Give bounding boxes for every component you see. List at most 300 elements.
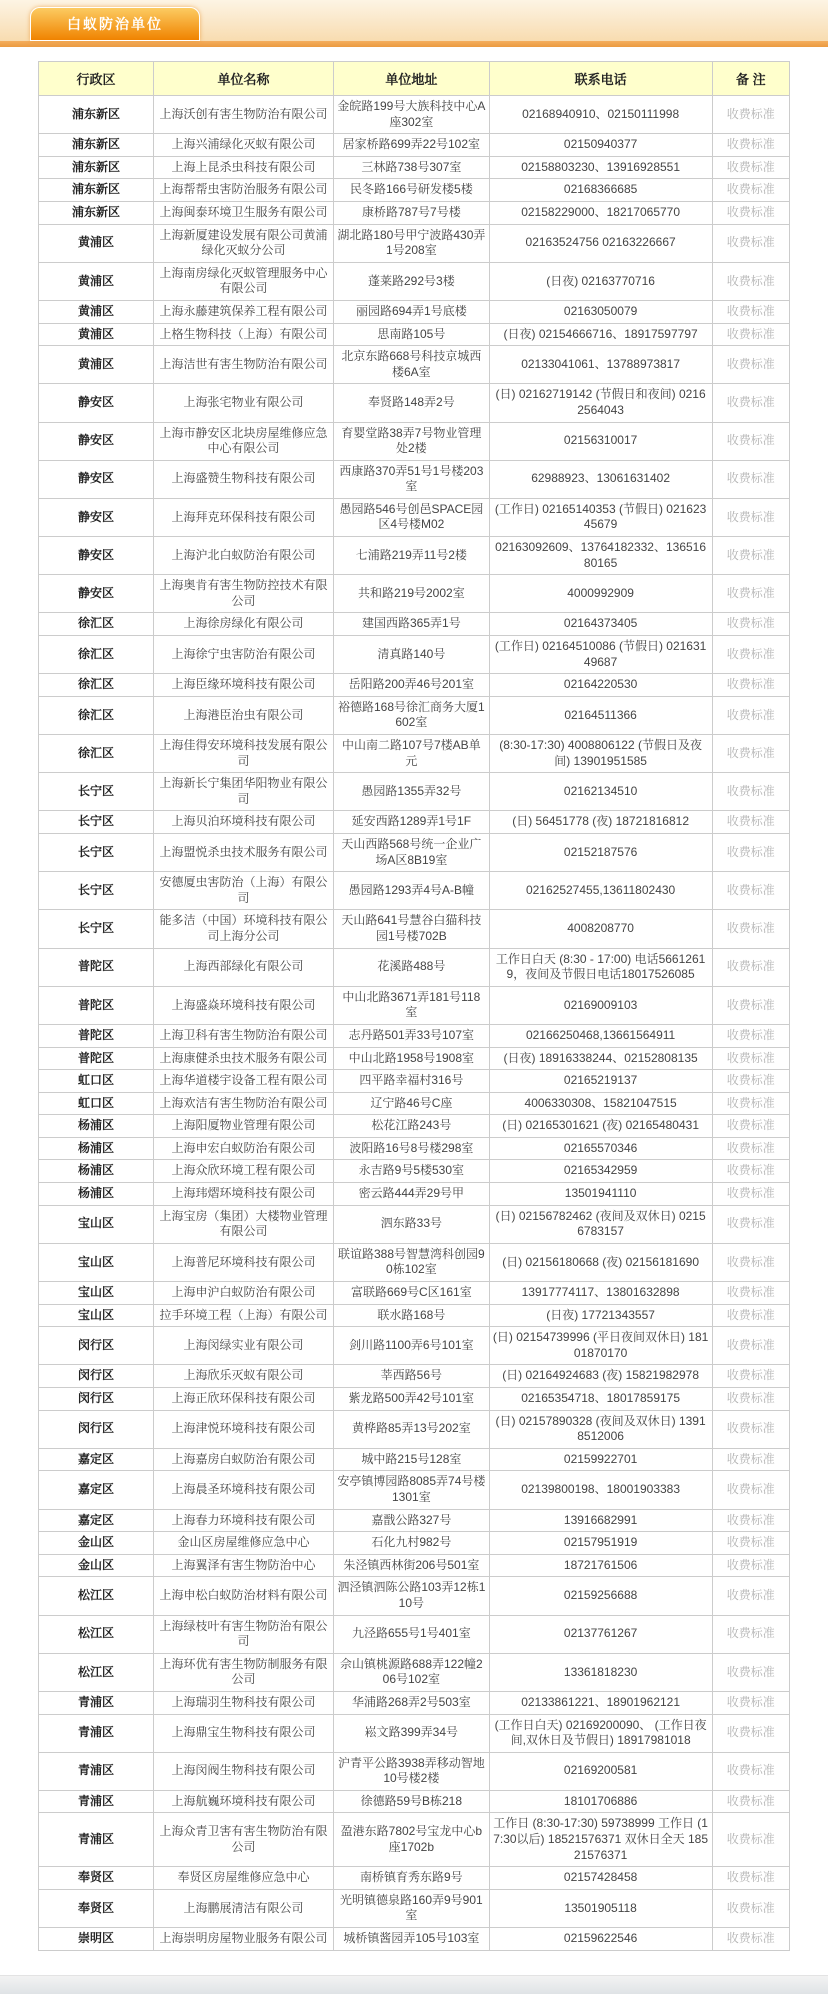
fee-standard-link[interactable]: 收费标准 xyxy=(726,1140,775,1155)
note-cell xyxy=(712,1471,789,1509)
table-row xyxy=(39,1388,790,1411)
main-content xyxy=(0,47,828,1975)
unit-address-cell: 崧文路399弄34号 xyxy=(334,1714,489,1752)
fee-standard-link[interactable]: 收费标准 xyxy=(726,547,775,562)
note-cell xyxy=(712,1928,789,1951)
unit-address-cell: 天山西路568号统一企业广场A区8B19室 xyxy=(334,833,489,871)
phone-cell: 工作日 (8:30-17:30) 59738999 工作日 (17:30以后) 18521576371 双休日全天 18521576371 xyxy=(489,1813,712,1867)
phone-cell: 02165570346 xyxy=(489,1137,712,1160)
district-cell: 杨浦区 xyxy=(39,1115,154,1138)
unit-name-cell: 奉贤区房屋维修应急中心 xyxy=(153,1867,333,1890)
note-cell xyxy=(712,1024,789,1047)
fee-standard-link[interactable]: 收费标准 xyxy=(726,1482,775,1497)
unit-name-cell: 上海佳得安环境科技发展有限公司 xyxy=(153,735,333,773)
fee-standard-link[interactable]: 收费标准 xyxy=(726,745,775,760)
unit-address-cell: 民冬路166号研发楼5楼 xyxy=(334,179,489,202)
note-cell xyxy=(712,346,789,384)
note-cell xyxy=(712,1410,789,1448)
fee-standard-link[interactable]: 收费标准 xyxy=(726,646,775,661)
unit-name-cell: 上海晨圣环境科技有限公司 xyxy=(153,1471,333,1509)
fee-standard-link[interactable]: 收费标准 xyxy=(726,433,775,448)
fee-standard-link[interactable]: 收费标准 xyxy=(726,1763,775,1778)
unit-address-cell: 九泾路655号1号401室 xyxy=(334,1615,489,1653)
unit-address-cell: 四平路幸福村316号 xyxy=(334,1070,489,1093)
note-cell xyxy=(712,1448,789,1471)
fee-standard-link[interactable]: 收费标准 xyxy=(726,586,775,601)
unit-address-cell: 南桥镇育秀东路9号 xyxy=(334,1867,489,1890)
fee-standard-link[interactable]: 收费标准 xyxy=(726,1900,775,1915)
unit-name-cell: 上海玮熠环境科技有限公司 xyxy=(153,1183,333,1206)
unit-name-cell: 上海欢洁有害生物防治有限公司 xyxy=(153,1092,333,1115)
unit-address-cell: 金皖路199号大族科技中心A座302室 xyxy=(334,96,489,134)
unit-name-cell: 上海鹏展清洁有限公司 xyxy=(153,1889,333,1927)
unit-address-cell: 延安西路1289弄1号1F xyxy=(334,811,489,834)
unit-name-cell: 上海永藤建筑保养工程有限公司 xyxy=(153,300,333,323)
table-row xyxy=(39,1448,790,1471)
fee-standard-link[interactable]: 收费标准 xyxy=(726,1421,775,1436)
fee-standard-link[interactable]: 收费标准 xyxy=(726,1725,775,1740)
fee-standard-link[interactable]: 收费标准 xyxy=(726,273,775,288)
unit-name-cell: 上海徐房绿化有限公司 xyxy=(153,613,333,636)
fee-standard-link[interactable]: 收费标准 xyxy=(726,1027,775,1042)
note-cell xyxy=(712,1813,789,1867)
fee-standard-link[interactable]: 收费标准 xyxy=(726,303,775,318)
district-cell: 浦东新区 xyxy=(39,96,154,134)
note-cell xyxy=(712,1115,789,1138)
fee-standard-link[interactable]: 收费标准 xyxy=(726,1588,775,1603)
note-cell xyxy=(712,1867,789,1890)
table-row xyxy=(39,323,790,346)
unit-name-cell: 上海闽泰环境卫生服务有限公司 xyxy=(153,201,333,224)
fee-standard-link[interactable]: 收费标准 xyxy=(726,1664,775,1679)
table-row xyxy=(39,696,790,734)
table-row xyxy=(39,1691,790,1714)
district-cell: 徐汇区 xyxy=(39,636,154,674)
table-row xyxy=(39,1410,790,1448)
unit-address-cell: 中山南二路107号7楼AB单元 xyxy=(334,735,489,773)
unit-name-cell: 能多洁（中国）环境科技有限公司上海分公司 xyxy=(153,910,333,948)
note-cell xyxy=(712,1388,789,1411)
district-cell: 青浦区 xyxy=(39,1714,154,1752)
units-table-body xyxy=(39,96,790,1951)
unit-name-cell: 安德厦虫害防治（上海）有限公司 xyxy=(153,872,333,910)
unit-name-cell: 上海闵阀生物科技有限公司 xyxy=(153,1752,333,1790)
table-row xyxy=(39,1752,790,1790)
table-row xyxy=(39,156,790,179)
district-cell: 奉贤区 xyxy=(39,1867,154,1890)
district-cell: 普陀区 xyxy=(39,948,154,986)
fee-standard-link[interactable]: 收费标准 xyxy=(726,921,775,936)
unit-name-cell: 上海盛焱环境科技有限公司 xyxy=(153,986,333,1024)
table-row xyxy=(39,262,790,300)
district-cell: 长宁区 xyxy=(39,773,154,811)
unit-name-cell: 上海崇明房屋物业服务有限公司 xyxy=(153,1928,333,1951)
district-cell: 杨浦区 xyxy=(39,1160,154,1183)
note-cell xyxy=(712,1691,789,1714)
note-cell xyxy=(712,811,789,834)
unit-name-cell: 上海闵绿实业有限公司 xyxy=(153,1327,333,1365)
unit-name-cell: 上海市静安区北块房屋维修应急中心有限公司 xyxy=(153,422,333,460)
unit-name-cell: 上海拜克环保科技有限公司 xyxy=(153,498,333,536)
fee-standard-link[interactable]: 收费标准 xyxy=(726,1557,775,1572)
phone-cell: 02168366685 xyxy=(489,179,712,202)
table-row xyxy=(39,346,790,384)
unit-address-cell: 愚园路546号创邑SPACE园区4号楼M02 xyxy=(334,498,489,536)
table-row xyxy=(39,1205,790,1243)
fee-standard-link[interactable]: 收费标准 xyxy=(726,882,775,897)
district-cell: 虹口区 xyxy=(39,1070,154,1093)
phone-cell: (日) 56451778 (夜) 18721816812 xyxy=(489,811,712,834)
fee-standard-link[interactable]: 收费标准 xyxy=(726,1307,775,1322)
note-cell xyxy=(712,613,789,636)
district-cell: 浦东新区 xyxy=(39,134,154,157)
fee-standard-link[interactable]: 收费标准 xyxy=(726,959,775,974)
fee-standard-link[interactable]: 收费标准 xyxy=(726,182,775,197)
fee-standard-link[interactable]: 收费标准 xyxy=(726,1391,775,1405)
phone-cell: 工作日白天 (8:30 - 17:00) 电话56612619，夜间及节假日电话18017526085 xyxy=(489,948,712,986)
district-cell: 青浦区 xyxy=(39,1691,154,1714)
phone-cell: (工作日白天) 02169200090、 (工作日夜间,双休日及节假日) 18917981018 xyxy=(489,1714,712,1752)
table-row xyxy=(39,1365,790,1388)
table-row xyxy=(39,201,790,224)
unit-address-cell: 紫龙路500弄42号101室 xyxy=(334,1388,489,1411)
unit-name-cell: 上海申松白蚁防治材料有限公司 xyxy=(153,1577,333,1615)
fee-standard-link[interactable]: 收费标准 xyxy=(726,356,775,371)
table-row xyxy=(39,833,790,871)
unit-address-cell: 花溪路488号 xyxy=(334,948,489,986)
district-cell: 宝山区 xyxy=(39,1282,154,1305)
district-cell: 金山区 xyxy=(39,1532,154,1555)
fee-standard-link[interactable]: 收费标准 xyxy=(726,326,775,341)
unit-address-cell: 康桥路787号7号楼 xyxy=(334,201,489,224)
phone-cell: (日) 02164924683 (夜) 15821982978 xyxy=(489,1365,712,1388)
unit-name-cell: 上海康健杀虫技术服务有限公司 xyxy=(153,1047,333,1070)
fee-standard-link[interactable]: 收费标准 xyxy=(726,159,775,174)
fee-standard-link[interactable]: 收费标准 xyxy=(726,1512,775,1527)
unit-name-cell: 上海华道楼宇设备工程有限公司 xyxy=(153,1070,333,1093)
unit-name-cell: 上海嘉房白蚁防治有限公司 xyxy=(153,1448,333,1471)
unit-name-cell: 上海洁世有害生物防治有限公司 xyxy=(153,346,333,384)
table-row xyxy=(39,1092,790,1115)
district-cell: 静安区 xyxy=(39,537,154,575)
column-header-unit-name: 单位名称 xyxy=(153,62,333,96)
table-row xyxy=(39,986,790,1024)
fee-standard-link[interactable]: 收费标准 xyxy=(726,395,775,410)
district-cell: 杨浦区 xyxy=(39,1137,154,1160)
unit-address-cell: 石化九村982号 xyxy=(334,1532,489,1555)
unit-name-cell: 上海众青卫害有害生物防治有限公司 xyxy=(153,1813,333,1867)
phone-cell: 02164373405 xyxy=(489,613,712,636)
unit-name-cell: 上海臣缘环境科技有限公司 xyxy=(153,674,333,697)
table-row xyxy=(39,1304,790,1327)
table-row xyxy=(39,422,790,460)
unit-address-cell: 联谊路388号智慧湾科创园90栋102室 xyxy=(334,1243,489,1281)
unit-name-cell: 上海奥肯有害生物防控技术有限公司 xyxy=(153,575,333,613)
table-row xyxy=(39,1867,790,1890)
table-row xyxy=(39,460,790,498)
tab-termite-control-units[interactable] xyxy=(30,7,200,41)
note-cell xyxy=(712,1047,789,1070)
note-cell xyxy=(712,96,789,134)
table-row xyxy=(39,1115,790,1138)
fee-standard-link[interactable]: 收费标准 xyxy=(726,997,775,1012)
unit-name-cell: 金山区房屋维修应急中心 xyxy=(153,1532,333,1555)
phone-cell: 02168940910、02150111998 xyxy=(489,96,712,134)
fee-standard-link[interactable]: 收费标准 xyxy=(726,1832,775,1847)
unit-address-cell: 嘉戬公路327号 xyxy=(334,1509,489,1532)
phone-cell: (日) 02165301621 (夜) 02165480431 xyxy=(489,1115,712,1138)
table-row xyxy=(39,1813,790,1867)
phone-cell: 02156310017 xyxy=(489,422,712,460)
table-row xyxy=(39,1282,790,1305)
unit-address-cell: 育婴堂路38弄7号物业管理处2楼 xyxy=(334,422,489,460)
table-row xyxy=(39,498,790,536)
unit-address-cell: 建国西路365弄1号 xyxy=(334,613,489,636)
phone-cell: 13501905118 xyxy=(489,1889,712,1927)
note-cell xyxy=(712,1889,789,1927)
unit-name-cell: 拉手环境工程（上海）有限公司 xyxy=(153,1304,333,1327)
unit-address-cell: 沪青平公路3938弄移动智地10号楼2楼 xyxy=(334,1752,489,1790)
note-cell xyxy=(712,833,789,871)
district-cell: 奉贤区 xyxy=(39,1889,154,1927)
unit-address-cell: 北京东路668号科技京城西楼6A室 xyxy=(334,346,489,384)
unit-address-cell: 岳阳路200弄46号201室 xyxy=(334,674,489,697)
district-cell: 虹口区 xyxy=(39,1092,154,1115)
district-cell: 嘉定区 xyxy=(39,1509,154,1532)
fee-standard-link[interactable]: 收费标准 xyxy=(726,1254,775,1269)
district-cell: 静安区 xyxy=(39,460,154,498)
unit-address-cell: 密云路444弄29号甲 xyxy=(334,1183,489,1206)
table-row xyxy=(39,1047,790,1070)
unit-name-cell: 上海翼泽有害生物防治中心 xyxy=(153,1554,333,1577)
fee-standard-link[interactable]: 收费标准 xyxy=(726,137,775,152)
phone-cell: 02164511366 xyxy=(489,696,712,734)
note-cell xyxy=(712,1790,789,1813)
unit-address-cell: 剑川路1100弄6号101室 xyxy=(334,1327,489,1365)
unit-name-cell: 上海港臣治虫有限公司 xyxy=(153,696,333,734)
note-cell xyxy=(712,1327,789,1365)
note-cell xyxy=(712,986,789,1024)
unit-address-cell: 思南路105号 xyxy=(334,323,489,346)
unit-name-cell: 上海欣乐灭蚁有限公司 xyxy=(153,1365,333,1388)
fee-standard-link[interactable]: 收费标准 xyxy=(726,1931,775,1946)
phone-cell: 02133041061、13788973817 xyxy=(489,346,712,384)
fee-standard-link[interactable]: 收费标准 xyxy=(726,509,775,524)
district-cell: 浦东新区 xyxy=(39,201,154,224)
district-cell: 黄浦区 xyxy=(39,300,154,323)
fee-standard-link[interactable]: 收费标准 xyxy=(726,1793,775,1808)
table-row xyxy=(39,1183,790,1206)
unit-name-cell: 上海津悦环境科技有限公司 xyxy=(153,1410,333,1448)
unit-address-cell: 波阳路16号8号楼298室 xyxy=(334,1137,489,1160)
district-cell: 普陀区 xyxy=(39,986,154,1024)
fee-standard-link[interactable]: 收费标准 xyxy=(726,1451,775,1466)
unit-address-cell: 松花江路243号 xyxy=(334,1115,489,1138)
unit-address-cell: 清真路140号 xyxy=(334,636,489,674)
district-cell: 嘉定区 xyxy=(39,1448,154,1471)
fee-standard-link[interactable]: 收费标准 xyxy=(726,1368,775,1383)
unit-name-cell: 上海南房绿化灭蚁管理服务中心有限公司 xyxy=(153,262,333,300)
note-cell xyxy=(712,1160,789,1183)
note-cell xyxy=(712,636,789,674)
note-cell xyxy=(712,1532,789,1555)
note-cell xyxy=(712,262,789,300)
note-cell xyxy=(712,156,789,179)
table-row xyxy=(39,1928,790,1951)
unit-name-cell: 上海瑞羽生物科技有限公司 xyxy=(153,1691,333,1714)
unit-address-cell: 志丹路501弄33号107室 xyxy=(334,1024,489,1047)
table-row xyxy=(39,1160,790,1183)
fee-standard-link[interactable]: 收费标准 xyxy=(726,1285,775,1300)
table-row xyxy=(39,1471,790,1509)
unit-name-cell: 上海鼎宝生物科技有限公司 xyxy=(153,1714,333,1752)
fee-standard-link[interactable]: 收费标准 xyxy=(726,783,775,798)
fee-standard-link[interactable]: 收费标准 xyxy=(726,1118,775,1133)
district-cell: 金山区 xyxy=(39,1554,154,1577)
table-row xyxy=(39,134,790,157)
unit-address-cell: 丽园路694弄1号底楼 xyxy=(334,300,489,323)
note-cell xyxy=(712,201,789,224)
table-row xyxy=(39,300,790,323)
district-cell: 普陀区 xyxy=(39,1024,154,1047)
phone-cell: 02139800198、18001903383 xyxy=(489,1471,712,1509)
unit-name-cell: 上海宝房（集团）大楼物业管理有限公司 xyxy=(153,1205,333,1243)
unit-name-cell: 上海沃创有害生物防治有限公司 xyxy=(153,96,333,134)
phone-cell: 02162134510 xyxy=(489,773,712,811)
district-cell: 闵行区 xyxy=(39,1327,154,1365)
fee-standard-link[interactable]: 收费标准 xyxy=(726,1095,775,1110)
phone-cell: 02166250468,13661564911 xyxy=(489,1024,712,1047)
unit-name-cell: 上海春力环境科技有限公司 xyxy=(153,1509,333,1532)
fee-standard-link[interactable]: 收费标准 xyxy=(726,1186,775,1201)
unit-name-cell: 上格生物科技（上海）有限公司 xyxy=(153,323,333,346)
fee-standard-link[interactable]: 收费标准 xyxy=(726,1870,775,1885)
note-cell xyxy=(712,1554,789,1577)
fee-standard-link[interactable]: 收费标准 xyxy=(726,707,775,722)
district-cell: 青浦区 xyxy=(39,1813,154,1867)
unit-name-cell: 上海沪北白蚁防治有限公司 xyxy=(153,537,333,575)
unit-address-cell: 盈港东路7802号宝龙中心b座1702b xyxy=(334,1813,489,1867)
fee-standard-link[interactable]: 收费标准 xyxy=(726,1163,775,1178)
district-cell: 杨浦区 xyxy=(39,1183,154,1206)
phone-cell: 13917774117、13801632898 xyxy=(489,1282,712,1305)
note-cell xyxy=(712,1304,789,1327)
fee-standard-link[interactable]: 收费标准 xyxy=(726,1216,775,1231)
unit-address-cell: 华浦路268弄2号503室 xyxy=(334,1691,489,1714)
fee-standard-link[interactable]: 收费标准 xyxy=(726,235,775,250)
table-row xyxy=(39,636,790,674)
district-cell: 长宁区 xyxy=(39,833,154,871)
phone-cell: (日夜) 02154666716、18917597797 xyxy=(489,323,712,346)
note-cell xyxy=(712,134,789,157)
district-cell: 静安区 xyxy=(39,498,154,536)
district-cell: 黄浦区 xyxy=(39,224,154,262)
table-row xyxy=(39,1327,790,1365)
note-cell xyxy=(712,773,789,811)
table-row xyxy=(39,948,790,986)
table-row xyxy=(39,1653,790,1691)
unit-address-cell: 裕德路168号徐汇商务大厦1602室 xyxy=(334,696,489,734)
phone-cell: 02163524756 02163226667 xyxy=(489,224,712,262)
phone-cell: 02158229000、18217065770 xyxy=(489,201,712,224)
note-cell xyxy=(712,1577,789,1615)
units-table xyxy=(38,61,790,1951)
unit-address-cell: 徐德路59号B栋218 xyxy=(334,1790,489,1813)
unit-address-cell: 城中路215号128室 xyxy=(334,1448,489,1471)
phone-cell: (日夜) 02163770716 xyxy=(489,262,712,300)
fee-standard-link[interactable]: 收费标准 xyxy=(726,814,775,829)
unit-address-cell: 佘山镇桃源路688弄122幢206号102室 xyxy=(334,1653,489,1691)
table-row xyxy=(39,224,790,262)
note-cell xyxy=(712,948,789,986)
district-cell: 徐汇区 xyxy=(39,613,154,636)
phone-cell: 02137761267 xyxy=(489,1615,712,1653)
fee-standard-link[interactable]: 收费标准 xyxy=(726,204,775,219)
note-cell xyxy=(712,300,789,323)
district-cell: 静安区 xyxy=(39,384,154,422)
unit-address-cell: 天山路641号慧谷白猫科技园1号楼702B xyxy=(334,910,489,948)
table-row xyxy=(39,910,790,948)
column-header-phone: 联系电话 xyxy=(489,62,712,96)
phone-cell: 02159622546 xyxy=(489,1928,712,1951)
unit-name-cell: 上海卫科有害生物防治有限公司 xyxy=(153,1024,333,1047)
note-cell xyxy=(712,1714,789,1752)
phone-cell: 4008208770 xyxy=(489,910,712,948)
district-cell: 嘉定区 xyxy=(39,1471,154,1509)
unit-address-cell: 永吉路9号5楼530室 xyxy=(334,1160,489,1183)
fee-standard-link[interactable]: 收费标准 xyxy=(726,471,775,486)
fee-standard-link[interactable]: 收费标准 xyxy=(726,106,775,121)
fee-standard-link[interactable]: 收费标准 xyxy=(726,1535,775,1550)
fee-standard-link[interactable]: 收费标准 xyxy=(726,1694,775,1709)
fee-standard-link[interactable]: 收费标准 xyxy=(726,1338,775,1353)
unit-name-cell: 上海新长宁集团华阳物业有限公司 xyxy=(153,773,333,811)
fee-standard-link[interactable]: 收费标准 xyxy=(726,677,775,692)
note-cell xyxy=(712,1243,789,1281)
unit-address-cell: 城桥镇酱园弄105号103室 xyxy=(334,1928,489,1951)
note-cell xyxy=(712,696,789,734)
fee-standard-link[interactable]: 收费标准 xyxy=(726,616,775,631)
table-row xyxy=(39,1024,790,1047)
phone-cell: 62988923、13061631402 xyxy=(489,460,712,498)
table-row xyxy=(39,1554,790,1577)
district-cell: 黄浦区 xyxy=(39,323,154,346)
phone-cell: 02162527455,13611802430 xyxy=(489,872,712,910)
unit-name-cell: 上海环优有害生物防制服务有限公司 xyxy=(153,1653,333,1691)
district-cell: 静安区 xyxy=(39,422,154,460)
column-header-note: 备 注 xyxy=(712,62,789,96)
unit-address-cell: 联水路168号 xyxy=(334,1304,489,1327)
phone-cell: (日) 02154739996 (平日夜间双休日) 18101870170 xyxy=(489,1327,712,1365)
tab-label: 白蚁防治单位 xyxy=(67,16,163,32)
table-row xyxy=(39,1532,790,1555)
fee-standard-link[interactable]: 收费标准 xyxy=(726,1050,775,1065)
note-cell xyxy=(712,460,789,498)
note-cell xyxy=(712,384,789,422)
phone-cell: 4000992909 xyxy=(489,575,712,613)
note-cell xyxy=(712,498,789,536)
phone-cell: 02169200581 xyxy=(489,1752,712,1790)
note-cell xyxy=(712,1137,789,1160)
unit-address-cell: 蓬莱路292号3楼 xyxy=(334,262,489,300)
fee-standard-link[interactable]: 收费标准 xyxy=(726,1073,775,1088)
district-cell: 松江区 xyxy=(39,1653,154,1691)
unit-address-cell: 光明镇德泉路160弄9号901室 xyxy=(334,1889,489,1927)
fee-standard-link[interactable]: 收费标准 xyxy=(726,1626,775,1641)
district-cell: 浦东新区 xyxy=(39,156,154,179)
fee-standard-link[interactable]: 收费标准 xyxy=(726,844,775,859)
phone-cell: 13501941110 xyxy=(489,1183,712,1206)
